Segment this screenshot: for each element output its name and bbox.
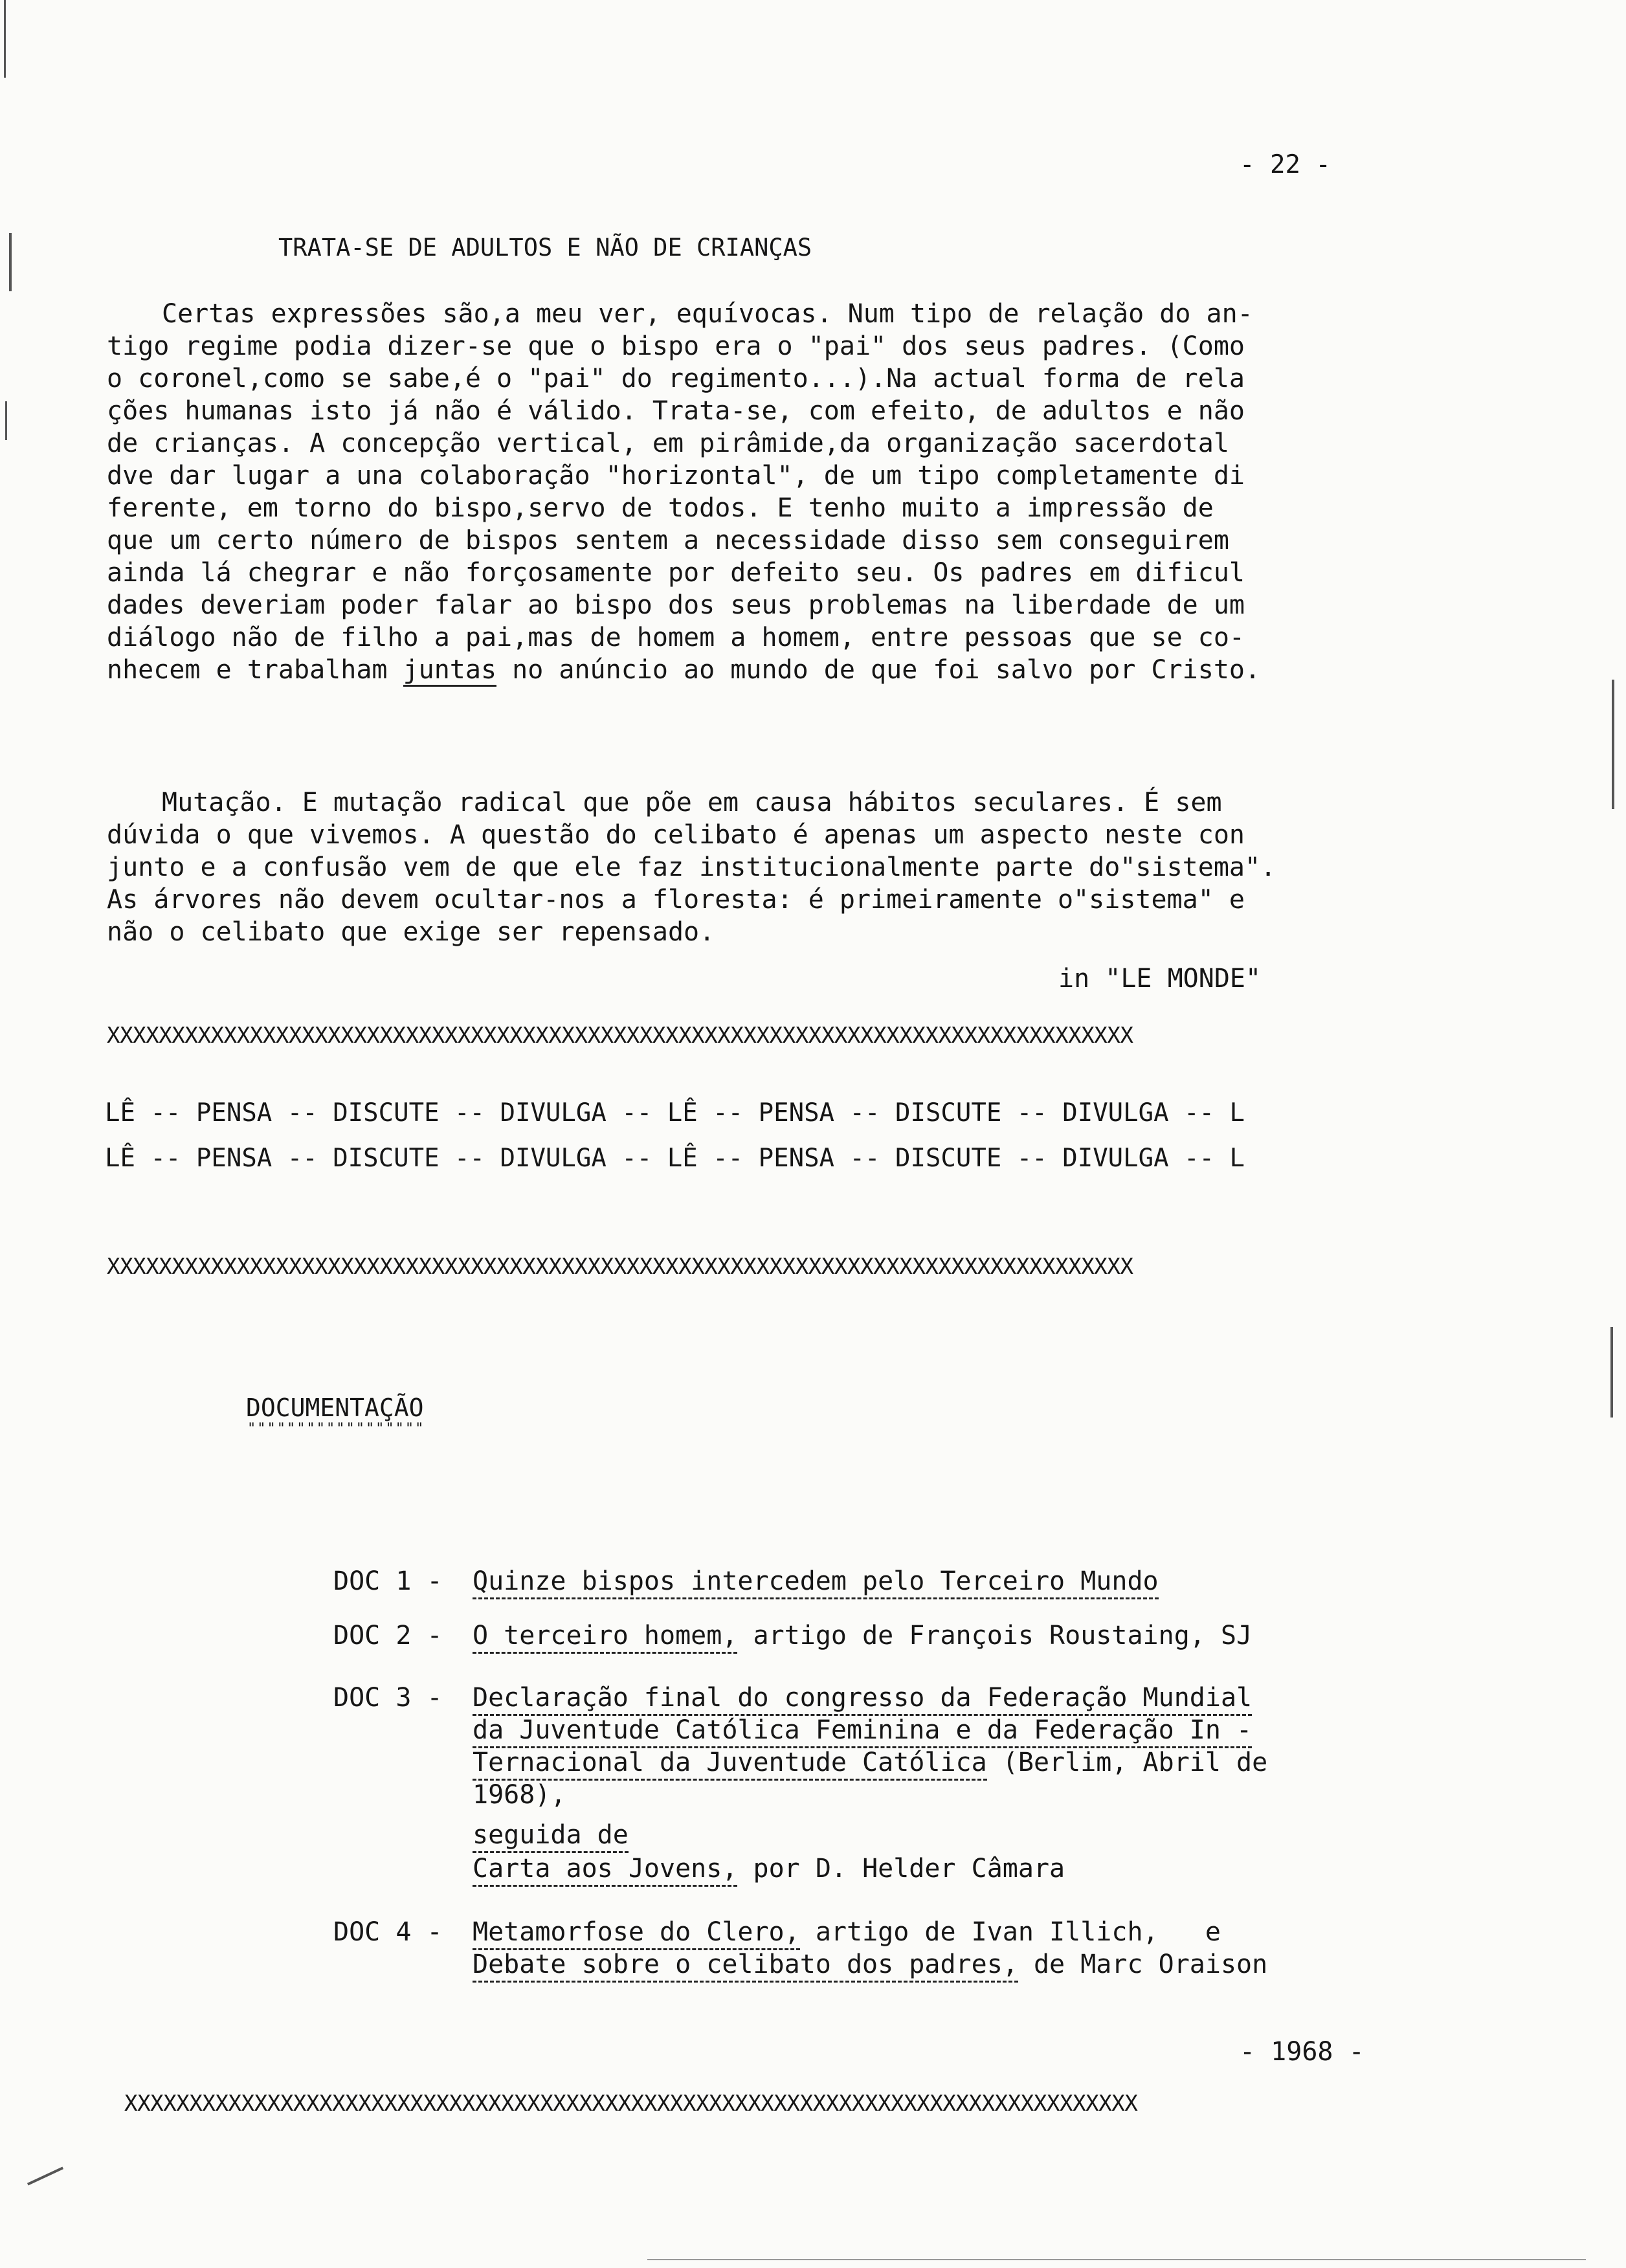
doc-title-line [473, 1619, 1252, 1652]
scan-edge-mark [9, 233, 12, 291]
documentation-heading: DOCUMENTAÇÃO [246, 1394, 424, 1422]
doc-date: 1968), [473, 1780, 566, 1810]
paragraph-text: no anúncio ao mundo de que foi salvo por Cristo. [496, 655, 1261, 685]
scan-edge-right [1612, 680, 1614, 809]
doc-description: artigo de Ivan Illich, e [799, 1917, 1221, 1947]
doc-description: artigo de François Roustaing, SJ [737, 1621, 1253, 1651]
doc-subtitle: Carta aos Jovens, [473, 1854, 737, 1887]
doc-title: Ternacional da Juventude Católica [473, 1748, 987, 1781]
doc-title: Debate sobre o celibato dos padres, [473, 1950, 1018, 1983]
doc-followed-by-text: seguida de [473, 1820, 629, 1853]
scan-mark-bottom [27, 2167, 63, 2186]
motto-line: LÊ -- PENSA -- DISCUTE -- DIVULGA -- LÊ -- PENSA -- DISCUTE -- DIVULGA -- L [105, 1144, 1245, 1173]
doc-title: O terceiro homem, [473, 1621, 737, 1654]
paragraph-line: ferente, em torno do bispo,servo de todos. E tenho muito a impressão de [107, 493, 1214, 523]
section-heading: TRATA-SE DE ADULTOS E NÃO DE CRIANÇAS [278, 234, 812, 261]
doc-label: DOC 4 - [333, 1917, 443, 1947]
paragraph-line: Mutação. E mutação radical que põe em causa hábitos seculares. É sem [162, 788, 1222, 817]
doc-title: Declaração final do congresso da Federação Mundial [473, 1683, 1252, 1716]
paragraph-line [107, 654, 1260, 686]
paragraph-line: dúvida o que vivemos. A questão do celibato é apenas um aspecto neste con [107, 820, 1245, 850]
separator-line: XXXXXXXXXXXXXXXXXXXXXXXXXXXXXXXXXXXXXXXXXXXXXXXXXXXXXXXXXXXXXXXXXXXXXXXXXXXXXXX [107, 1254, 1133, 1280]
doc-description: de Marc Oraison [1018, 1950, 1268, 1979]
page-number: - 22 - [1240, 150, 1331, 179]
doc-title: Metamorfose do Clero, [473, 1917, 800, 1950]
year-marker: - 1968 - [1240, 2037, 1364, 2067]
doc-description: (Berlim, Abril de [986, 1748, 1268, 1777]
motto-line: LÊ -- PENSA -- DISCUTE -- DIVULGA -- LÊ -- PENSA -- DISCUTE -- DIVULGA -- L [105, 1098, 1245, 1128]
paragraph-line: o coronel,como se sabe,é o "pai" do regimento...).Na actual forma de rela [107, 364, 1245, 394]
doc-title: da Juventude Católica Feminina e da Federação In - [473, 1715, 1252, 1748]
doc-title-line [473, 1714, 1252, 1746]
paragraph-line: As árvores não devem ocultar-nos a floresta: é primeiramente o"sistema" e [107, 885, 1245, 915]
documentation-heading-underline: """""""""""""""""" [247, 1421, 425, 1437]
doc-label: DOC 3 - [333, 1683, 443, 1713]
doc-title-line [473, 1565, 1159, 1597]
doc-title-line [473, 1916, 1221, 1948]
doc-title: Quinze bispos intercedem pelo Terceiro Mundo [473, 1566, 1159, 1599]
doc-title-line [473, 1746, 1267, 1779]
paragraph-text: nhecem e trabalham [107, 655, 403, 685]
paragraph-line: dades deveriam poder falar ao bispo dos seus problemas na liberdade de um [107, 590, 1245, 620]
paragraph-line: dve dar lugar a una colaboração "horizontal", de um tipo completamente di [107, 461, 1245, 491]
doc-title-line [473, 1852, 1065, 1885]
doc-description: por D. Helder Câmara [737, 1854, 1065, 1884]
doc-followed-by [473, 1819, 629, 1851]
scan-edge-left [4, 0, 6, 78]
paragraph-line: ainda lá chegrar e não forçosamente por defeito seu. Os padres em dificul [107, 558, 1245, 588]
paragraph-line: Certas expressões são,a meu ver, equívocas. Num tipo de relação do an- [162, 299, 1253, 329]
underlined-word: juntas [403, 655, 497, 687]
paragraph-line: não o celibato que exige ser repensado. [107, 917, 715, 947]
paragraph-line: junto e a confusão vem de que ele faz institucionalmente parte do"sistema". [107, 852, 1276, 882]
paragraph-line: ções humanas isto já não é válido. Trata-se, com efeito, de adultos e não [107, 396, 1245, 426]
paragraph-line: tigo regime podia dizer-se que o bispo era o "pai" dos seus padres. (Como [107, 331, 1245, 361]
doc-label: DOC 2 - [333, 1621, 443, 1651]
doc-title-line [473, 1682, 1252, 1714]
scan-edge-mark [5, 401, 7, 440]
doc-title-line [473, 1948, 1267, 1981]
scan-mark-bottom [647, 2259, 1586, 2260]
scan-edge-right [1610, 1327, 1613, 1418]
separator-line: XXXXXXXXXXXXXXXXXXXXXXXXXXXXXXXXXXXXXXXXXXXXXXXXXXXXXXXXXXXXXXXXXXXXXXXXXXXXXX [124, 2091, 1138, 2117]
doc-label: DOC 1 - [333, 1566, 443, 1596]
paragraph-line: de crianças. A concepção vertical, em pirâmide,da organização sacerdotal [107, 428, 1229, 458]
separator-line: XXXXXXXXXXXXXXXXXXXXXXXXXXXXXXXXXXXXXXXXXXXXXXXXXXXXXXXXXXXXXXXXXXXXXXXXXXXXXXX [107, 1023, 1133, 1049]
source-citation: in "LE MONDE" [1058, 964, 1262, 994]
paragraph-line: diálogo não de filho a pai,mas de homem a homem, entre pessoas que se co- [107, 623, 1245, 652]
paragraph-line: que um certo número de bispos sentem a necessidade disso sem conseguirem [107, 526, 1229, 555]
